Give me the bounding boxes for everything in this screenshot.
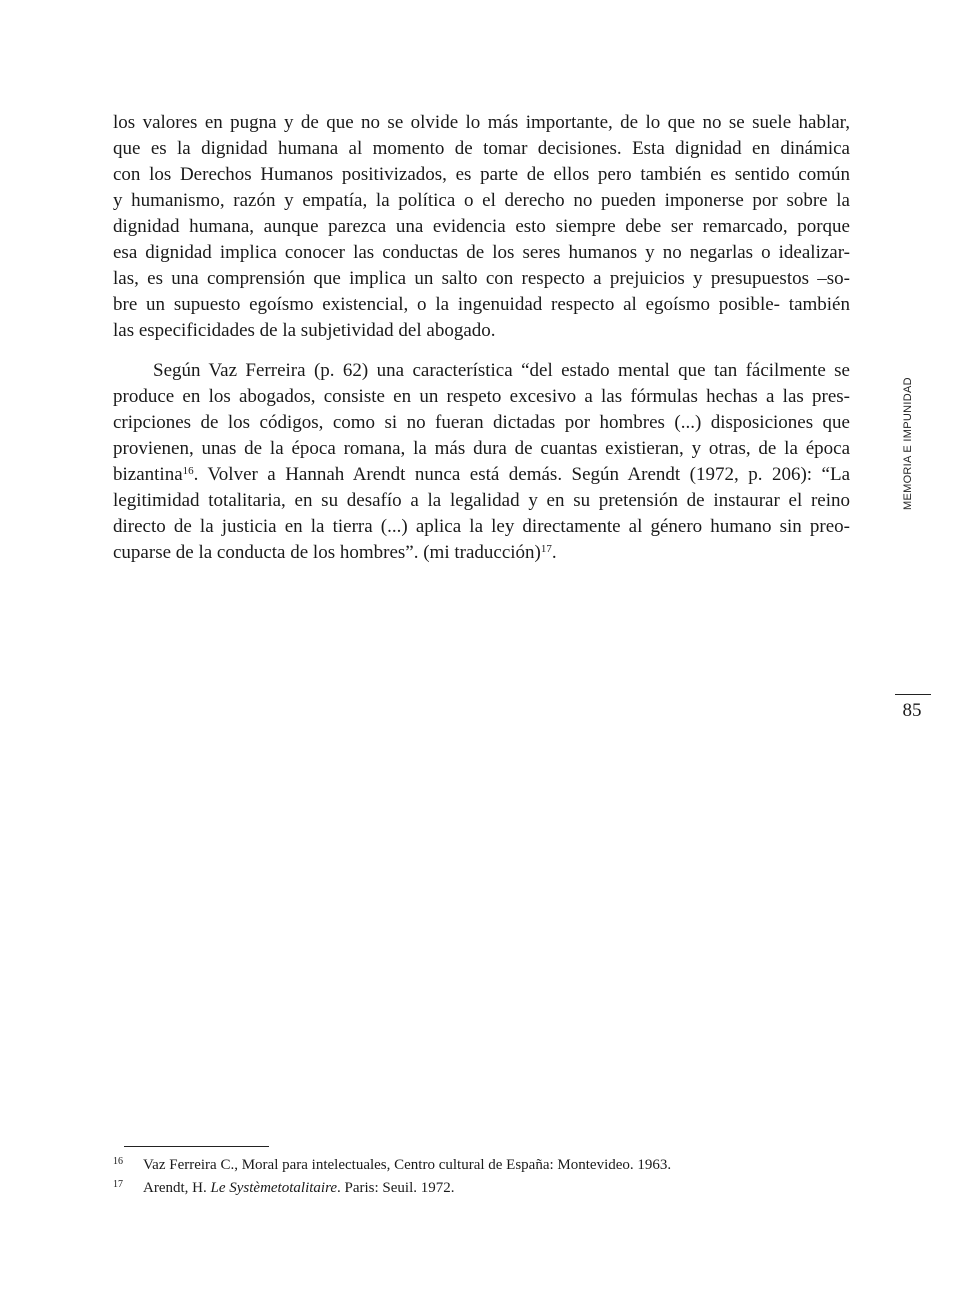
text-line: legitimidad totalitaria, en su desafío a la legalidad y en su pretensión de instaurar el reino [113,490,850,511]
text-fragment: . [551,542,557,563]
footnote-separator [124,1146,269,1147]
text-line: directo de la justicia en la tierra (...) aplica la ley directamente al género humano sin preo- [113,516,850,537]
text-line: los valores en pugna y de que no se olvide lo más importante, de lo que no se suele hablar, [113,112,850,133]
text-line: esa dignidad implica conocer las conductas de los seres humanos y no negarlas o idealizar- [113,242,850,263]
footnote-text-part: Arendt, H. [143,1180,211,1196]
footnote-number: 16 [113,1156,123,1167]
text-fragment: cuparse de la conducta de los hombres”. (mi traducción) [113,542,541,563]
text-line: las, es una comprensión que implica un salto con respecto a prejuicios y presupuestos –so- [113,268,850,289]
text-fragment: bizantina [113,464,183,485]
page-number: 85 [902,700,922,721]
text-line: y humanismo, razón y empatía, la política o el derecho no pueden imponerse por sobre la [113,190,850,211]
text-line [113,540,557,566]
footnote-ref-16[interactable]: 16 [182,465,194,477]
text-line: que es la dignidad humana al momento de tomar decisiones. Esta dignidad en dinámica [113,138,850,159]
text-line: las especificidades de la subjetividad del abogado. [113,320,496,341]
text-fragment: . Volver a Hannah Arendt nunca está demás. Según Arendt (1972, p. 206): “La [193,464,850,485]
text-line: bre un supuesto egoísmo existencial, o la ingenuidad respecto al egoísmo posible- también [113,294,850,315]
footnote-text: Vaz Ferreira C., Moral para intelectuales, Centro cultural de España: Montevideo. 1963. [143,1157,672,1173]
text-line: provienen, unas de la época romana, la más dura de cuantas existieran, y otras, de la época [113,438,850,459]
footnote-number: 17 [113,1179,123,1190]
footnote-ref-17[interactable]: 17 [540,543,552,555]
text-line: dignidad humana, aunque parezca una evidencia esto siempre debe ser remarcado, porque [113,216,850,237]
running-title: MEMORIA E IMPUNIDAD [902,377,914,510]
text-line: con los Derechos Humanos positivizados, es parte de ellos pero también es sentido común [113,164,850,185]
text-line [113,462,850,488]
page-number-rule [895,694,931,695]
text-line: produce en los abogados, consiste en un respeto excesivo a las fórmulas hechas a las pres- [113,386,850,407]
text-line: Según Vaz Ferreira (p. 62) una característica “del estado mental que tan fácilmente se [153,360,850,381]
text-line: cripciones de los códigos, como si no fueran dictadas por hombres (...) disposiciones que [113,412,850,433]
footnote-text-part: . Paris: Seuil. 1972. [337,1180,455,1196]
footnote-book-title: Le Systèmetotalitaire [210,1180,338,1196]
footnote-text [143,1178,455,1198]
